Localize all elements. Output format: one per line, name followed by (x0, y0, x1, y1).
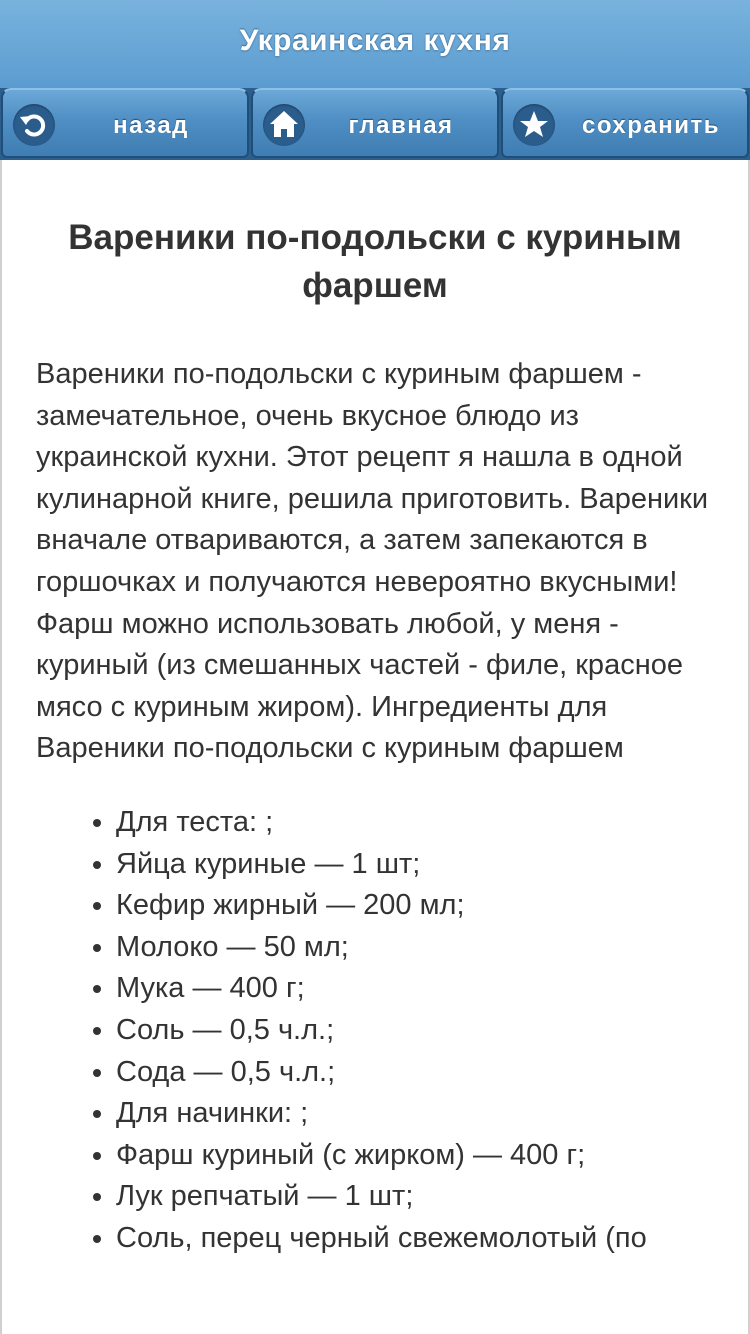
home-button-label: главная (348, 112, 454, 139)
recipe-intro: Вареники по-подольски с куриным фаршем - замечательное, очень вкусное блюдо из украинской кухни. Этот рецепт я нашла в одной кулинарной книге, решила приготовить. Вареники вначале отвариваются, а затем запекаются в горшочках и получаются невероятно вкусными! Фарш можно использовать любой, у меня - куриный (из смешанных частей - филе, красное мясо с куриным жиром). Ингредиенты для Вареники по-подольски с куриным фаршем (36, 358, 709, 765)
nav-bar (0, 88, 750, 160)
app-title: Украинская кухня (239, 24, 511, 57)
ingredient-item: • Фарш куриный (с жирком) — 400 г; (116, 1135, 728, 1177)
ingredient-item: • Молоко — 50 мл; (116, 927, 728, 969)
ingredient-item: • Соль — 0,5 ч.л.; (116, 1010, 728, 1052)
ingredient-item: • Соль, перец черный свежемолотый (по (116, 1218, 728, 1260)
home-button[interactable] (251, 88, 499, 158)
ingredient-item: • Для начинки: ; (116, 1093, 728, 1135)
home-icon (263, 104, 305, 146)
ingredient-item: • Лук репчатый — 1 шт; (116, 1176, 728, 1218)
ingredients-list (2, 802, 728, 1260)
ingredient-item: • Для теста: ; (116, 802, 728, 844)
ingredient-item: • Яйца куриные — 1 шт; (116, 844, 728, 886)
save-button-label: сохранить (581, 112, 721, 139)
recipe-content[interactable] (0, 160, 750, 1334)
ingredient-item: • Кефир жирный — 200 мл; (116, 885, 728, 927)
back-button-label: назад (113, 112, 189, 139)
star-icon (513, 104, 555, 146)
back-arrow-icon (13, 104, 55, 146)
app-header (0, 0, 750, 92)
back-button[interactable] (1, 88, 249, 158)
ingredient-item: • Мука — 400 г; (116, 968, 728, 1010)
ingredient-item: • Сода — 0,5 ч.л.; (116, 1052, 728, 1094)
recipe-title: Вареники по-подольски с куриным фаршем (68, 218, 682, 305)
save-button[interactable] (501, 88, 749, 158)
